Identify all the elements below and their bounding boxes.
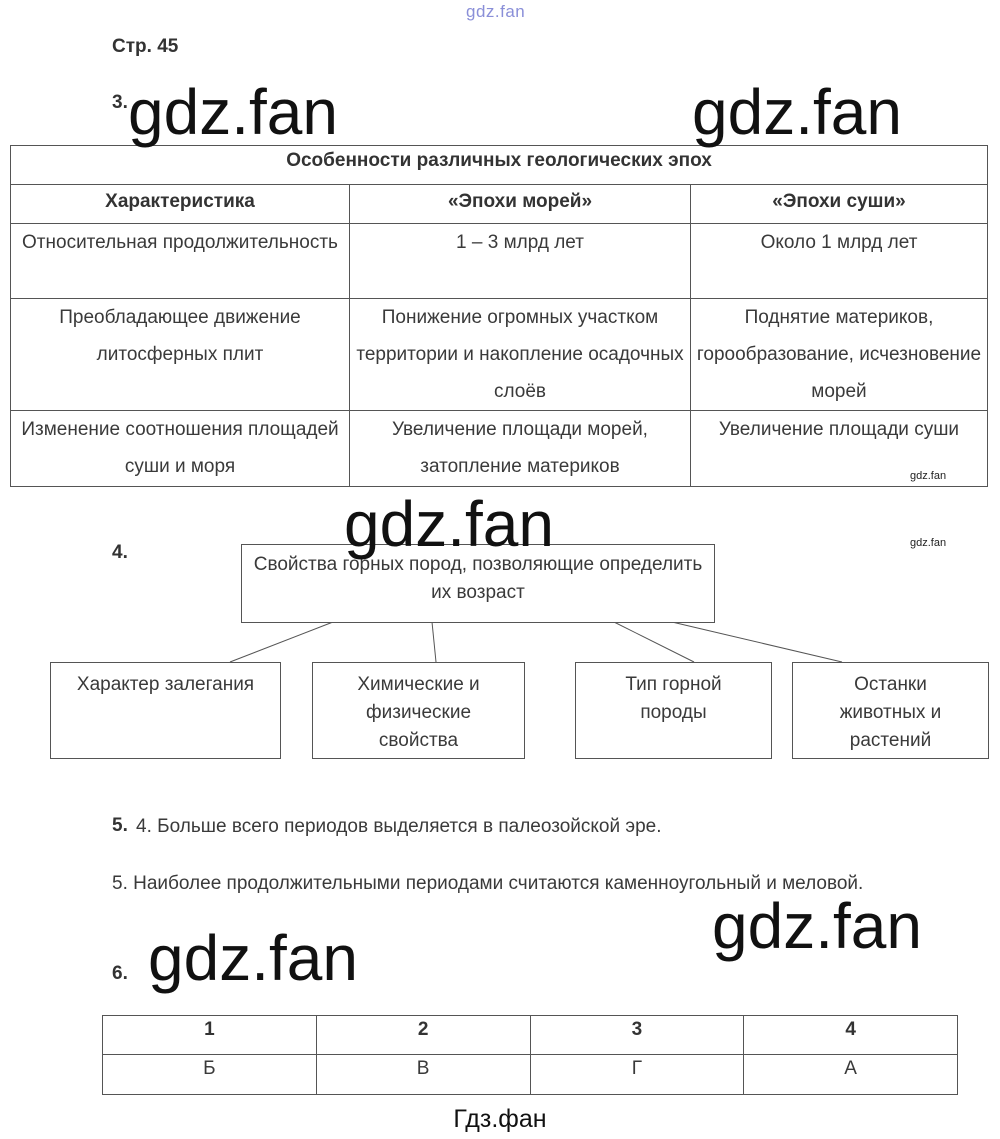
answer-header: 3 xyxy=(530,1016,744,1055)
connector-line xyxy=(432,622,436,662)
table-cell: Поднятие материков, горообразование, исчезновение морей xyxy=(691,299,988,411)
watermark-top: gdz.fan xyxy=(466,2,526,21)
table-cell: Изменение соотношения площадей суши и моря xyxy=(11,411,350,487)
answer-value: Б xyxy=(103,1055,317,1095)
task-4-number: 4. xyxy=(112,542,128,563)
task-5-answer-1: 4. Больше всего периодов выделяется в палеозойской эре. xyxy=(136,816,662,837)
answer-header: 4 xyxy=(744,1016,958,1055)
answer-value: А xyxy=(744,1055,958,1095)
watermark-large: gdz.fan xyxy=(692,76,902,148)
task-3-number: 3. xyxy=(112,92,128,113)
task-6-number: 6. xyxy=(112,963,128,984)
table-title: Особенности различных геологических эпох xyxy=(11,146,988,185)
diagram-child-box: Тип горной породы xyxy=(575,662,772,759)
task-5-number: 5. xyxy=(112,815,128,836)
page-label: Стр. 45 xyxy=(112,36,179,57)
diagram-child-box: Характер залегания xyxy=(50,662,281,759)
watermark-large: gdz.fan xyxy=(128,76,338,148)
answers-table xyxy=(102,1015,958,1095)
watermark-small: gdz.fan xyxy=(910,470,947,482)
diagram-child-box: Останки животных и растений xyxy=(792,662,989,759)
watermark-large: gdz.fan xyxy=(712,890,922,962)
connector-line xyxy=(230,622,333,662)
column-header: «Эпохи суши» xyxy=(691,185,988,224)
column-header: «Эпохи морей» xyxy=(350,185,691,224)
table-cell: Увеличение площади суши xyxy=(691,411,988,487)
column-header: Характеристика xyxy=(11,185,350,224)
diagram-child-box: Химические и физические свойства xyxy=(312,662,525,759)
table-cell: Около 1 млрд лет xyxy=(691,224,988,299)
table-cell: 1 – 3 млрд лет xyxy=(350,224,691,299)
table-cell: Понижение огромных участком территории и накопление осадочных слоёв xyxy=(350,299,691,411)
table-cell: Преобладающее движение литосферных плит xyxy=(11,299,350,411)
table-cell: Относительная продолжительность xyxy=(11,224,350,299)
footer-caption: Гдз.фан xyxy=(453,1105,547,1133)
diagram-root-box: Свойства горных пород, позволяющие определить их возраст xyxy=(241,544,715,623)
watermark-small: gdz.fan xyxy=(910,537,947,549)
answer-header: 2 xyxy=(316,1016,530,1055)
connector-line xyxy=(614,622,694,662)
watermark-large: gdz.fan xyxy=(148,922,358,994)
table-cell: Увеличение площади морей, затопление материков xyxy=(350,411,691,487)
task-5-answer-2: 5. Наиболее продолжительными периодами считаются каменноугольный и меловой. xyxy=(112,873,864,894)
answer-value: В xyxy=(316,1055,530,1095)
answer-value: Г xyxy=(530,1055,744,1095)
answer-header: 1 xyxy=(103,1016,317,1055)
connector-line xyxy=(672,622,842,662)
watermark-large: gdz.fan xyxy=(344,488,554,560)
